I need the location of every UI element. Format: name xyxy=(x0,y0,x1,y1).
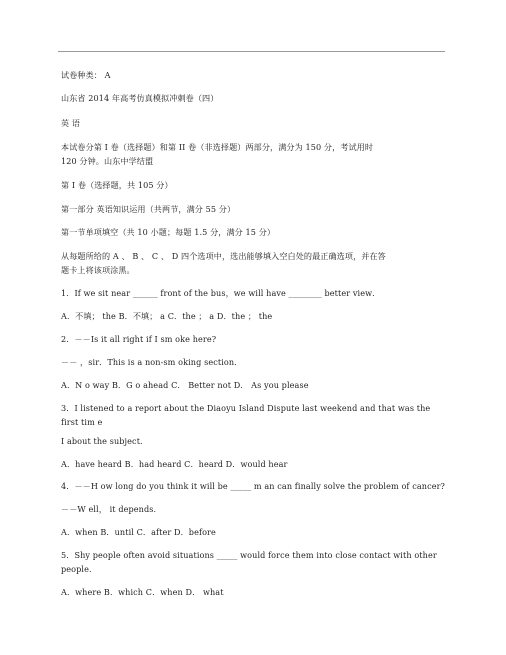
directions-line-2: 题卡上将该项涂黑。 xyxy=(61,265,135,275)
question-5-line-2: people． xyxy=(61,564,98,574)
part-one-heading: 第 I 卷（选择题，共 105 分） xyxy=(61,180,173,190)
directions-line-1: 从每题所给的 A 、 B 、 C 、 D 四个选项中，选出能够填入空白处的最正确选项，并在答 xyxy=(61,251,386,261)
subject-label: 英 语 xyxy=(61,118,81,128)
question-5-line-1: 5．Shy people often avoid situations _____ would force them into close contact with other xyxy=(61,550,437,560)
question-2: 2．－－Is it all right if I sm oke here? xyxy=(61,334,217,344)
question-1-options: A．不填； the B．不填； a C．the ； a D．the ； the xyxy=(61,311,273,321)
question-1: 1．If we sit near ______ front of the bus，we will have ________ better view． xyxy=(61,288,381,298)
question-3-line-2: first tim e xyxy=(61,417,103,427)
question-5-options: A．where B．which C．when D． what xyxy=(61,587,224,597)
question-3-line-3: I about the subject． xyxy=(61,436,149,446)
exam-title: 山东省 2014 年高考仿真模拟冲刺卷（四） xyxy=(61,93,219,103)
question-4-dialogue: －－W ell， it depends． xyxy=(61,504,162,514)
section-heading: 第一部分 英语知识运用（共两节，满分 55 分） xyxy=(61,204,236,214)
question-2-dialogue: －－ ，sir．This is a non-sm oking section． xyxy=(61,357,243,367)
question-4: 4．－－H ow long do you think it will be _____ m an can finally solve the problem of cancer? xyxy=(61,481,445,491)
subsection-heading: 第一节单项填空（共 10 小题；每题 1.5 分，满分 15 分） xyxy=(61,227,276,237)
question-3-line-1: 3．I listened to a report about the Diaoyu Island Dispute last weekend and that was the xyxy=(61,403,431,413)
header-rule xyxy=(58,51,445,52)
question-3-options: A．have heard B．had heard C．heard D．would hear xyxy=(61,459,288,469)
question-2-options: A．N o way B．G o ahead C． Better not D． As you please xyxy=(61,380,309,390)
paper-type: 试卷种类： A xyxy=(61,70,111,80)
instructions-line-1: 本试卷分第 I 卷（选择题）和第 II 卷（非选择题）两部分，满分为 150 分，考试用时 xyxy=(61,142,374,152)
instructions-line-2: 120 分钟。山东中学结盟 xyxy=(61,156,154,166)
question-4-options: A．when B．until C．after D．before xyxy=(61,527,216,537)
